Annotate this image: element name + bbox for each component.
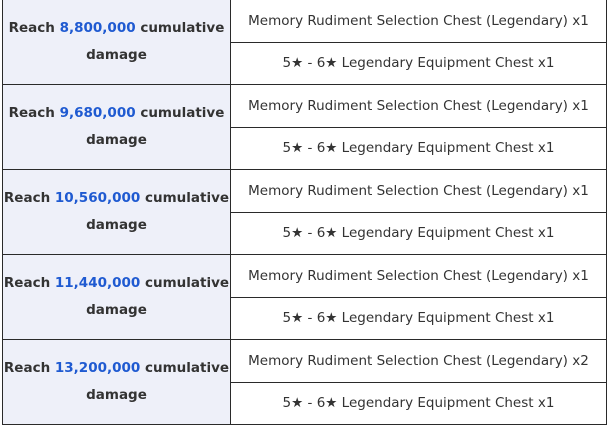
table-row (3, 0, 607, 42)
table-row (3, 170, 607, 213)
damage-amount: 11,440,000 (54, 275, 141, 291)
milestone-prefix: Reach (8, 105, 55, 121)
milestone-line2: damage (86, 132, 147, 148)
damage-milestone-cell (3, 0, 231, 85)
damage-rewards-table (2, 0, 607, 425)
reward-cell: Memory Rudiment Selection Chest (Legendary) x1 (231, 170, 607, 213)
damage-amount: 13,200,000 (54, 360, 141, 376)
milestone-suffix: cumulative (145, 360, 230, 376)
damage-milestone-cell (3, 340, 231, 425)
table-row (3, 340, 607, 383)
damage-milestone-cell (3, 170, 231, 255)
reward-cell: Memory Rudiment Selection Chest (Legendary) x1 (231, 85, 607, 128)
milestone-prefix: Reach (8, 20, 55, 36)
milestone-suffix: cumulative (145, 275, 230, 291)
damage-amount: 8,800,000 (59, 20, 136, 36)
damage-milestone-cell (3, 255, 231, 340)
milestone-prefix: Reach (3, 190, 51, 206)
milestone-line2: damage (86, 302, 147, 318)
damage-milestone-cell (3, 85, 231, 170)
milestone-prefix: Reach (3, 275, 51, 291)
milestone-prefix: Reach (3, 360, 51, 376)
damage-amount: 10,560,000 (54, 190, 141, 206)
reward-cell: 5★ - 6★ Legendary Equipment Chest x1 (231, 42, 607, 85)
reward-cell: Memory Rudiment Selection Chest (Legendary) x1 (231, 0, 607, 42)
reward-cell: Memory Rudiment Selection Chest (Legendary) x1 (231, 255, 607, 298)
milestone-line2: damage (86, 47, 147, 63)
reward-cell: 5★ - 6★ Legendary Equipment Chest x1 (231, 127, 607, 170)
milestone-line2: damage (86, 387, 147, 403)
reward-cell: 5★ - 6★ Legendary Equipment Chest x1 (231, 212, 607, 255)
reward-cell: 5★ - 6★ Legendary Equipment Chest x1 (231, 297, 607, 340)
table-row (3, 255, 607, 298)
table-row (3, 85, 607, 128)
milestone-suffix: cumulative (140, 20, 225, 36)
milestone-line2: damage (86, 217, 147, 233)
damage-amount: 9,680,000 (59, 105, 136, 121)
milestone-suffix: cumulative (145, 190, 230, 206)
reward-cell: 5★ - 6★ Legendary Equipment Chest x1 (231, 382, 607, 425)
milestone-suffix: cumulative (140, 105, 225, 121)
reward-cell: Memory Rudiment Selection Chest (Legendary) x2 (231, 340, 607, 383)
